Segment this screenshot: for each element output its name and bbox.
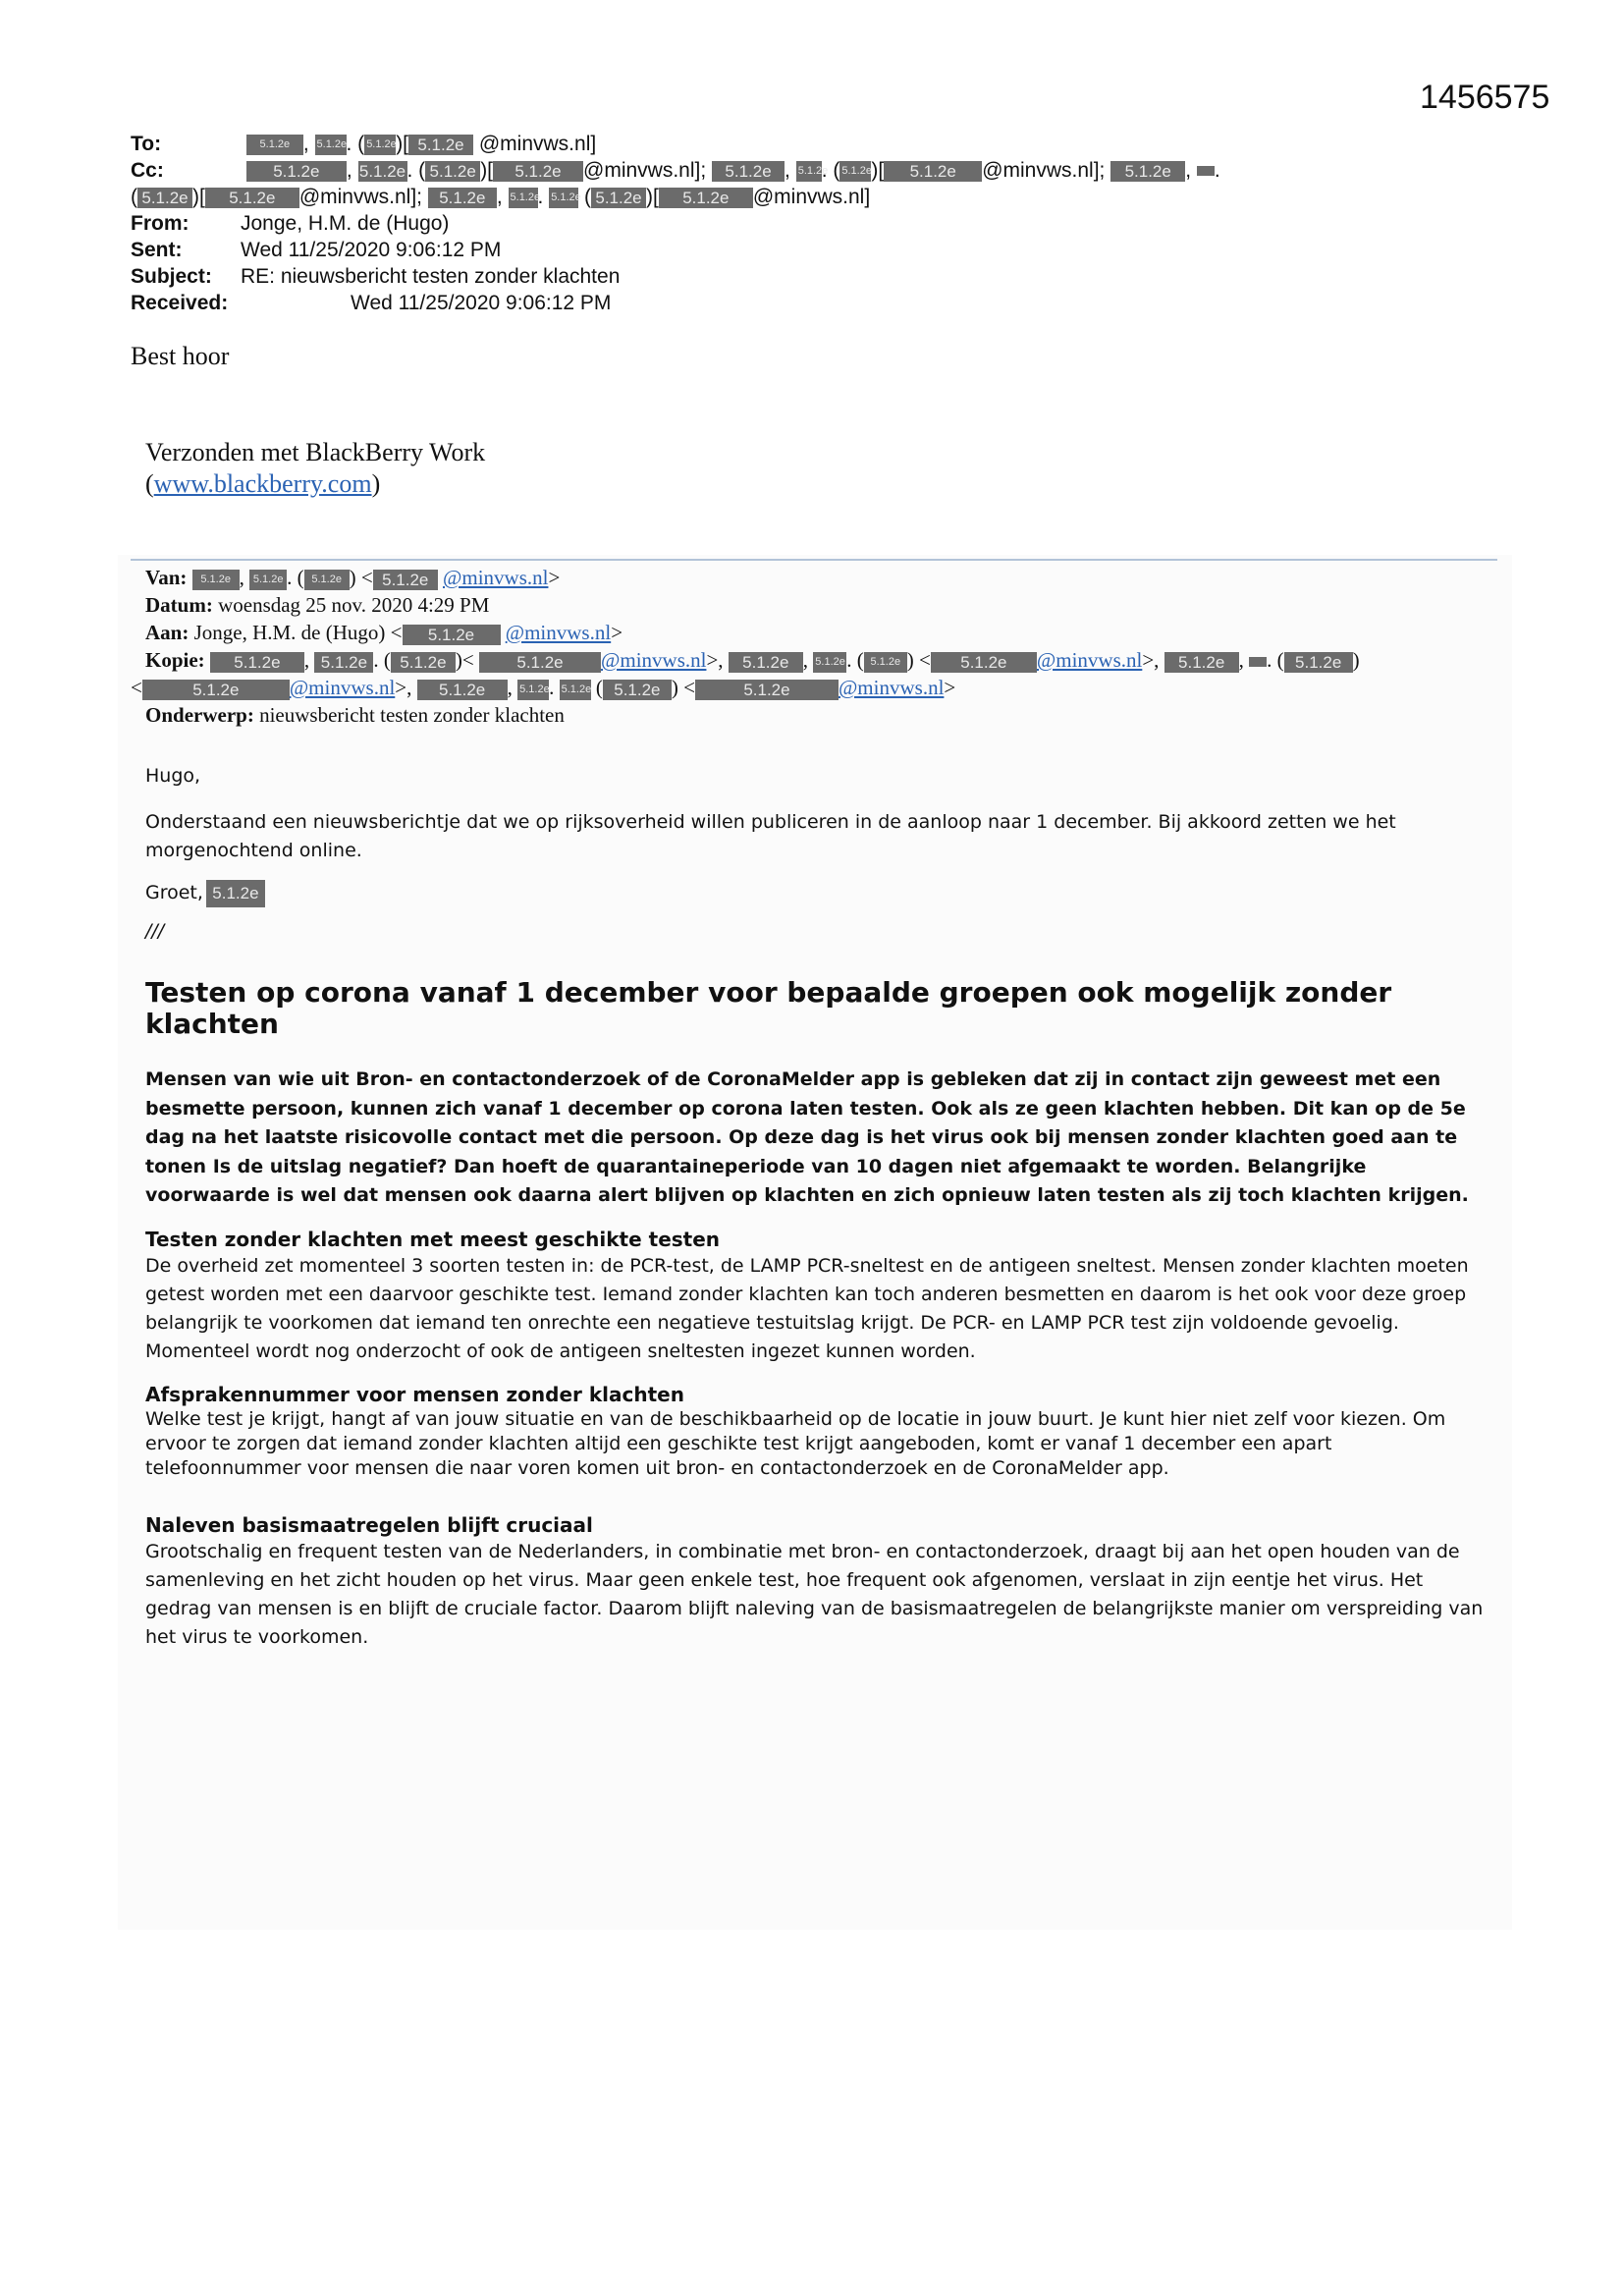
redaction: 5.1.2e [1164,652,1239,673]
redaction: 5.1.2e [603,680,672,700]
redaction: 5.1.2e [358,161,406,181]
to-label: To: [131,133,162,155]
received-label: Received: [131,292,229,314]
redaction: 5.1.2e [205,188,299,208]
redaction: 5.1.2e [206,880,265,907]
subject-label: Subject: [131,265,212,288]
email-link[interactable]: @minvws.nl [601,648,707,672]
redaction: 5.1.2e [391,652,456,673]
signature-line: Verzonden met BlackBerry Work [145,438,486,466]
sent-value: Wed 11/25/2020 9:06:12 PM [241,239,502,261]
redaction: 5.1.2e [304,570,350,590]
van-label: Van: [145,566,188,589]
redaction: 5.1.2e [591,188,646,208]
van-row: Van: 5.1.2e , 5.1.2e . ( 5.1.2e ) < 5.1.2e @minvws.nl> [145,566,561,589]
redaction: 5.1.2e [1110,161,1185,182]
to-row: To: 5.1.2e , 5.1.2e. ( 5.1.2e)[ 5.1.2e @minvws.nl] [131,133,597,155]
redaction: 5.1.2e [712,161,785,182]
redaction: 5.1.2e [864,652,907,673]
from-value: Jonge, H.M. de (Hugo) [241,212,450,235]
section-heading: Naleven basismaatregelen blijft cruciaal [145,1512,593,1537]
redaction: 5.1.2e [549,188,578,208]
cc-domain: @minvws.nl]; [583,159,707,182]
intro-paragraph: Onderstaand een nieuwsberichtje dat we op rijksoverheid willen publiceren in de aanloop naar 1 december. Bij akkoord zetten we het morgenochtend online. [145,811,1396,861]
redaction: 5.1.2e [246,161,347,182]
onderwerp-row [145,701,1360,729]
redaction: 5.1.2e [659,188,753,208]
redaction: 5.1.2e [493,161,583,182]
redaction: 5.1.2e [210,652,304,673]
redaction: 5.1.2e [192,570,240,590]
redaction: 5.1.2e [428,188,497,208]
email-link[interactable]: @minvws.nl [838,676,945,699]
redaction: 5.1.2e [1284,652,1353,673]
subject-value: RE: nieuwsbericht testen zonder klachten [241,265,621,288]
redaction: 5.1.2e [408,135,473,155]
email-link[interactable]: @minvws.nl [1036,648,1143,672]
redaction: 5.1.2e [425,161,480,182]
redaction: 5.1.2e [142,680,290,700]
closing: Groet, 5.1.2e [145,879,1490,907]
email-header [131,131,1220,316]
cc-domain: @minvws.nl]; [982,159,1106,182]
redaction: 5.1.2e [364,135,396,155]
cc-domain: @minvws.nl]; [298,186,422,208]
redaction: 5.1.2e [403,625,501,645]
redaction: 5.1.2e [314,652,373,673]
redaction: 5.1.2e [249,570,287,590]
redaction: 5.1.2e [931,652,1037,673]
sent-row [131,237,1220,263]
cc-row-continued: ( 5.1.2e )[ 5.1.2e @minvws.nl]; 5.1.2e , 5.1.2e. 5.1.2e ( 5.1.2e )[ 5.1.2e @minvws.nl] [131,186,871,208]
redaction: 5.1.2e [137,188,192,208]
article-lead: Mensen van wie uit Bron- en contactonderzoek of de CoronaMelder app is gebleken dat zij in contact zijn geweest met een besmette persoon, kunnen zich vanaf 1 december op corona laten testen. Ook als ze geen klachten hebben. Dit kan op de 5e dag na het laatste risicovolle contact met die persoon. Op deze dag is het virus ook bij mensen zonder klachten goed aan te tonen Is de uitslag negatief? Dan hoeft de quarantaineperiode van 10 dagen niet afgemaakt te worden. Belangrijke voorwaarde is wel dat mensen ook daarna alert blijven op klachten en zich opnieuw laten testen als zij toch klachten krijgen. [145,1068,1469,1206]
email-link[interactable]: @minvws.nl [289,676,396,699]
section-text: De overheid zet momenteel 3 soorten testen in: de PCR-test, de LAMP PCR-sneltest en de antigeen sneltest. Mensen zonder klachten moeten getest worden met een daarvoor geschikte test. Iemand zonder klachten kan toch anderen besmetten en daarom is het ook voor deze groep belangrijk te voorkomen dat iemand ten onrechte een negatieve testuitslag krijgt. De PCR- en LAMP PCR test zijn voldoende gevoelig. Momenteel wordt nog onderzocht of ook de antigeen sneltesten ingezet kunnen worden. [145,1254,1469,1362]
datum-row [145,591,1360,619]
signature: Verzonden met BlackBerry Work (www.blackberry.com) [145,438,486,498]
redaction: 5.1.2e [246,135,303,155]
received-row [131,290,1220,316]
received-value: Wed 11/25/2020 9:06:12 PM [351,292,612,314]
section-heading: Testen zonder klachten met meest geschikte testen [145,1227,721,1251]
datum-value: woensdag 25 nov. 2020 4:29 PM [218,593,490,617]
subject-row [131,263,1220,290]
to-domain: @minvws.nl] [478,133,597,155]
onderwerp-label: Onderwerp: [145,703,254,727]
kopie-row: Kopie: 5.1.2e , 5.1.2e . ( 5.1.2e )< 5.1.2e @minvws.nl>, 5.1.2e , 5.1.2e. ( 5.1.2e ) < 5.1.2e @minvws.nl>, 5.1.2e , . ( 5.1.2e ) [145,648,1360,672]
redaction [1197,166,1215,176]
section-text: Welke test je krijgt, hangt af van jouw situatie en van de beschikbaarheid op de locatie in jouw buurt. Je kunt hier niet zelf voor kiezen. Om ervoor te zorgen dat iemand zonder klachten altijd een geschikte test krijgt aangeboden, komt er vanaf 1 december een apart telefoonnummer voor mensen die naar voren komen uit bron- en contactonderzoek en de CoronaMelder app. [145,1407,1446,1479]
divider: /// [145,920,165,942]
message-body [145,762,1490,946]
redaction [1249,657,1267,667]
redaction: 5.1.2e [560,680,591,700]
from-label: From: [131,212,189,235]
kopie-label: Kopie: [145,648,205,672]
forwarded-header [131,564,1360,729]
redaction: 5.1.2e [729,652,803,673]
redaction: 5.1.2e [373,570,438,590]
from-row [131,210,1220,237]
redaction: 5.1.2e [884,161,982,182]
onderwerp-value: nieuwsbericht testen zonder klachten [259,703,565,727]
kopie-row-continued: < 5.1.2e @minvws.nl>, 5.1.2e , 5.1.2e. 5.1.2e ( 5.1.2e ) < 5.1.2e @minvws.nl> [131,676,956,699]
redaction: 5.1.2e [417,680,508,700]
cc-label: Cc: [131,159,164,182]
redaction: 5.1.2e [517,680,549,700]
cc-row: Cc: 5.1.2e , 5.1.2e. ( 5.1.2e )[ 5.1.2e @minvws.nl]; 5.1.2e , 5.1.2e. ( 5.1.2e)[ 5.1.2e @minvws.nl]; 5.1.2e , . [131,159,1220,182]
separator-line [131,559,1497,561]
aan-value: Jonge, H.M. de (Hugo) < [193,621,403,644]
cc-domain: @minvws.nl] [752,186,871,208]
reply-text: Best hoor [131,342,230,370]
sent-label: Sent: [131,239,183,261]
redaction: 5.1.2e [695,680,839,700]
aan-label: Aan: [145,621,189,644]
aan-row: Aan: Jonge, H.M. de (Hugo) < 5.1.2e @minvws.nl> [145,621,623,644]
redaction: 5.1.2e [839,161,871,182]
section-heading: Afsprakennummer voor mensen zonder klachten [145,1382,684,1406]
blackberry-link[interactable]: www.blackberry.com [153,469,372,498]
redaction: 5.1.2e [796,161,822,182]
greeting: Hugo, [145,765,201,787]
article-title: Testen op corona vanaf 1 december voor bepaalde groepen ook mogelijk zonder klachten [145,976,1392,1040]
section-text: Grootschalig en frequent testen van de Nederlanders, in combinatie met bron- en contactonderzoek, draagt bij aan het open houden van de samenleving en het zicht houden op het virus. Maar geen enkele test, hoe frequent ook afgenomen, verslaat in zijn eentje het virus. Het gedrag van mensen is en blijft de cruciale factor. Daarom blijft naleving van de basismaatregelen de belangrijkste manier om verspreiding van het virus te voorkomen. [145,1540,1484,1648]
email-link[interactable]: @minvws.nl [505,621,612,644]
redaction: 5.1.2e [315,135,347,155]
redaction: 5.1.2e [509,188,538,208]
document-number: 1456575 [1420,79,1550,116]
redaction: 5.1.2e [813,652,846,673]
datum-label: Datum: [145,593,213,617]
email-link[interactable]: @minvws.nl [443,566,549,589]
news-article [145,977,1490,1652]
redaction: 5.1.2e [479,652,601,673]
